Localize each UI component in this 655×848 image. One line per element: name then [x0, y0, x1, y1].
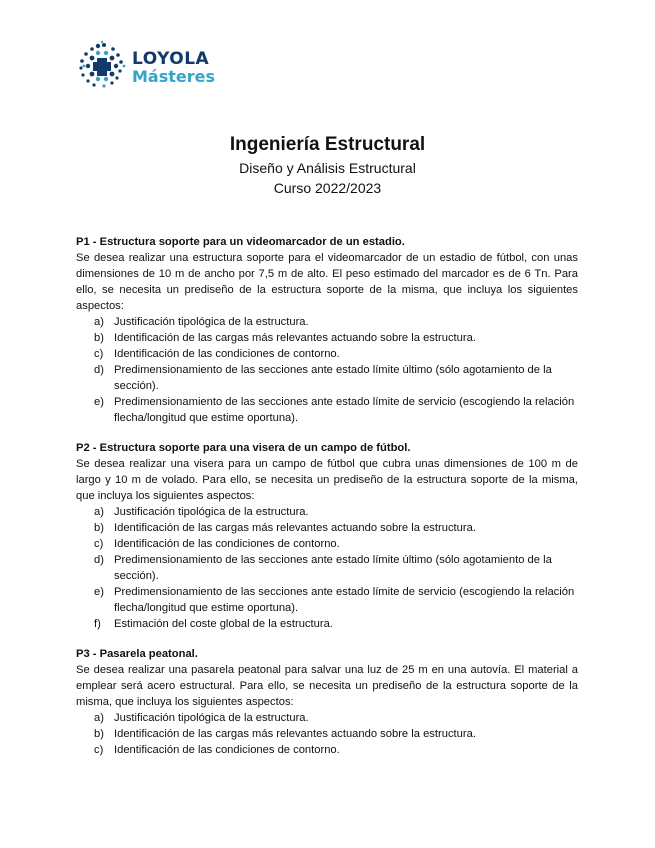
list-item — [76, 520, 578, 536]
list-item — [76, 552, 578, 584]
list-marker: f) — [94, 618, 101, 630]
list-text: Justificación tipológica de la estructura. — [114, 712, 309, 724]
list-item — [76, 536, 578, 552]
list-marker: c) — [94, 744, 104, 756]
loyola-logo — [74, 40, 234, 90]
list-item — [76, 726, 578, 742]
list-text: Estimación del coste global de la estructura. — [114, 618, 333, 630]
problem-text: Se desea realizar una pasarela peatonal para salvar una luz de 25 m en una autovía. El material a emplear será acero estructural. Para ello, se necesita un prediseño de la estructura soporte de la misma, que incluya los siguientes aspectos: — [76, 664, 578, 708]
logo-name: LOYOLA — [132, 49, 210, 69]
document-title: Ingeniería Estructural — [229, 134, 426, 155]
aspects-list — [76, 314, 578, 426]
list-marker: b) — [94, 332, 104, 344]
list-text: Predimensionamiento de las secciones ante estado límite último (sólo agotamiento de la sección). — [114, 364, 552, 392]
problem-title: P1 - Estructura soporte para un videomarcador de un estadio. — [76, 236, 405, 248]
list-marker: c) — [94, 538, 104, 550]
list-text: Identificación de las condiciones de contorno. — [114, 348, 340, 360]
list-marker: b) — [94, 522, 104, 534]
list-marker: e) — [94, 396, 104, 408]
list-marker: c) — [94, 348, 104, 360]
problem-p1 — [76, 234, 578, 426]
list-marker: a) — [94, 316, 104, 328]
logo-subtitle: Másteres — [132, 67, 216, 86]
list-item — [76, 362, 578, 394]
list-marker: b) — [94, 728, 104, 740]
list-marker: d) — [94, 554, 104, 566]
aspects-list — [76, 710, 578, 758]
problem-p3 — [76, 646, 578, 758]
list-item — [76, 742, 578, 758]
problem-title: P3 - Pasarela peatonal. — [76, 648, 198, 660]
problem-text: Se desea realizar una visera para un campo de fútbol que cubra unas dimensiones de 100 m de largo y 10 m de volado. Para ello, se necesita un prediseño de la estructura soporte de la misma, que incluya los siguientes aspectos: — [76, 458, 578, 502]
list-text: Predimensionamiento de las secciones ante estado límite último (sólo agotamiento de la sección). — [114, 554, 552, 582]
list-text: Identificación de las condiciones de contorno. — [114, 538, 340, 550]
problem-text: Se desea realizar una estructura soporte para el videomarcador de un estadio de fútbol, con unas dimensiones de 10 m de ancho por 7,5 m de alto. El peso estimado del marcador es de 6 Tn. Para ello, se necesita un prediseño de la estructura soporte de la misma, que incluya los siguientes aspectos: — [76, 252, 578, 312]
list-text: Predimensionamiento de las secciones ante estado límite de servicio (escogiendo la relación flecha/longitud que estime oportuna). — [114, 586, 575, 614]
list-text: Identificación de las cargas más relevantes actuando sobre la estructura. — [114, 332, 476, 344]
list-text: Predimensionamiento de las secciones ante estado límite de servicio (escogiendo la relación flecha/longitud que estime oportuna). — [114, 396, 575, 424]
list-marker: d) — [94, 364, 104, 376]
problem-p2 — [76, 440, 578, 632]
problem-title: P2 - Estructura soporte para una visera de un campo de fútbol. — [76, 442, 411, 454]
list-marker: a) — [94, 506, 104, 518]
list-item — [76, 504, 578, 520]
list-item — [76, 394, 578, 426]
list-marker: e) — [94, 586, 104, 598]
list-item — [76, 330, 578, 346]
list-item — [76, 710, 578, 726]
list-item — [76, 314, 578, 330]
list-marker: a) — [94, 712, 104, 724]
list-item — [76, 346, 578, 362]
document-subtitle: Diseño y Análisis Estructural — [239, 160, 416, 176]
list-text: Identificación de las condiciones de contorno. — [114, 744, 340, 756]
globe-icon — [74, 40, 130, 90]
list-text: Justificación tipológica de la estructura. — [114, 316, 309, 328]
list-text: Identificación de las cargas más relevantes actuando sobre la estructura. — [114, 522, 476, 534]
list-item — [76, 616, 578, 632]
list-text: Identificación de las cargas más relevantes actuando sobre la estructura. — [114, 728, 476, 740]
list-item — [76, 584, 578, 616]
document-body — [76, 234, 578, 772]
aspects-list — [76, 504, 578, 632]
list-text: Justificación tipológica de la estructura. — [114, 506, 309, 518]
document-course: Curso 2022/2023 — [273, 180, 382, 196]
